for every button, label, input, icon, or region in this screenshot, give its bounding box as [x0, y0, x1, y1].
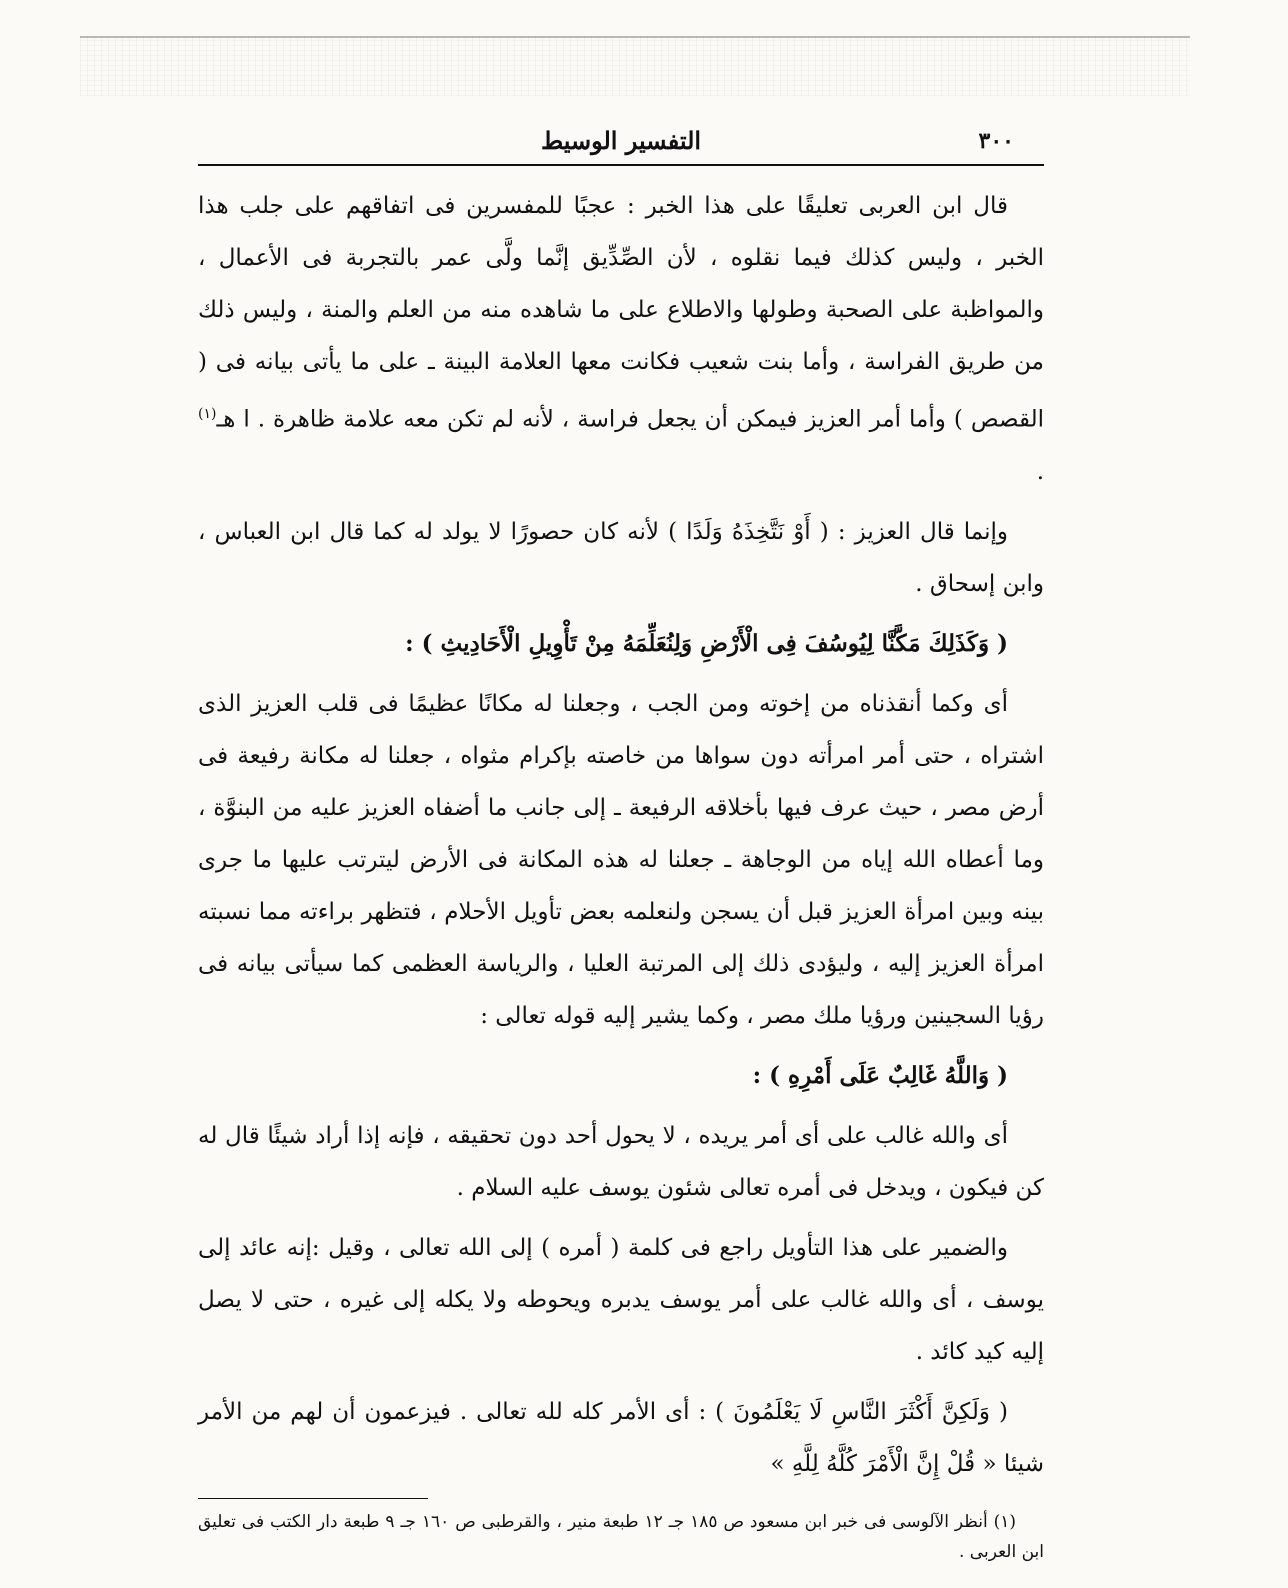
- paragraph-end: .: [1036, 458, 1044, 485]
- paragraph-5: والضمير على هذا التأويل راجع فى كلمة ( أمره ) إلى الله تعالى ، وقيل :إنه عائد إلى يوسف ، أى والله غالب على أمر يوسف يدبره ويحوطه ولا يكله إلى غيره ، حتى لا يصل إليه كيد كائد .: [198, 1234, 1044, 1365]
- footnote-divider: [198, 1498, 428, 1499]
- book-title: التفسير الوسيط: [540, 126, 702, 155]
- paragraph-4: أى والله غالب على أى أمر يريده ، لا يحول أحد دون تحقيقه ، فإنه إذا أراد شيئًا قال له كن فيكون ، ويدخل فى أمره تعالى شئون يوسف عليه السلام .: [198, 1122, 1044, 1201]
- footnote-reference: (١): [198, 406, 217, 422]
- footnote: (١) أنظر الآلوسى فى خبر ابن مسعود ص ١٨٥ جـ ١٢ طبعة منير ، والقرطبى ص ١٦٠ جـ ٩ طبعة دار الكتب فى تعليق ابن العربى .: [198, 1511, 1044, 1562]
- scan-edge-line: [80, 36, 1190, 38]
- quran-verse-1: ( وَكَذَلِكَ مَكَّنَّا لِيُوسُفَ فِى الْأَرْضِ وَلِنُعَلِّمَهُ مِنْ تَأْوِيلِ الْأَحَادِيثِ ) :: [405, 629, 1008, 657]
- paragraph-text: قال ابن العربى تعليقًا على هذا الخبر : عجبًا للمفسرين فى اتفاقهم على جلب هذا الخبر ، وليس كذلك فيما نقلوه ، لأن الصِّدِّيق إنَّما ولَّى عمر بالتجربة فى الأعمال ، والمواظبة على الصحبة وطولها والاطلاع على ما شاهده منه من العلم والمنة ، وليس ذلك من طريق الفراسة ، وأما بنت شعيب فكانت معها العلامة البينة ـ على ما يأتى بيانه فى ( القصص ) وأما أمر العزيز فيمكن أن يجعل فراسة ، لأنه لم تكن معه علامة ظاهرة . ا هـ: [198, 193, 1044, 433]
- main-text: [198, 180, 1044, 1490]
- running-header: [198, 120, 1044, 166]
- paragraph-1: [198, 180, 1044, 498]
- document-page: [198, 120, 1044, 1567]
- quran-verse-2: ( وَاللَّهُ غَالِبٌ عَلَى أَمْرِهِ ) :: [752, 1061, 1008, 1089]
- paragraph-2: وإنما قال العزيز : ( أَوْ نَتَّخِذَهُ وَلَدًا ) لأنه كان حصورًا لا يولد له كما قال ابن العباس ، وابن إسحاق .: [198, 518, 1044, 597]
- page-number: ٣٠٠: [978, 128, 1014, 154]
- scan-noise-border: [80, 36, 1190, 96]
- paragraph-3: أى وكما أنقذناه من إخوته ومن الجب ، وجعلنا له مكانًا عظيمًا فى قلب العزيز الذى اشتراه ، حتى أمر امرأته دون سواها من خاصته بإكرام مثواه ، جعلنا له مكانة رفيعة فى أرض مصر ، حيث عرف فيها بأخلاقه الرفيعة ـ إلى جانب ما أضفاه العزيز عليه من البنوَّة ، وما أعطاه الله إياه من الوجاهة ـ جعلنا له هذه المكانة فى الأرض ليترتب عليها ما جرى بينه وبين امرأة العزيز قبل أن يسجن ولنعلمه بعض تأويل الأحلام ، فتظهر براءته مما نسبته امرأة العزيز إليه ، وليؤدى ذلك إلى المرتبة العليا ، والرياسة العظمى كما سيأتى بيانه فى رؤيا السجينين ورؤيا ملك مصر ، وكما يشير إليه قوله تعالى :: [198, 690, 1044, 1029]
- paragraph-6: ( وَلَكِنَّ أَكْثَرَ النَّاسِ لَا يَعْلَمُونَ ) : أى الأمر كله لله تعالى . فيزعمون أن لهم من الأمر شيئا « قُلْ إِنَّ الْأَمْرَ كُلَّهُ لِلَّهِ »: [198, 1398, 1044, 1477]
